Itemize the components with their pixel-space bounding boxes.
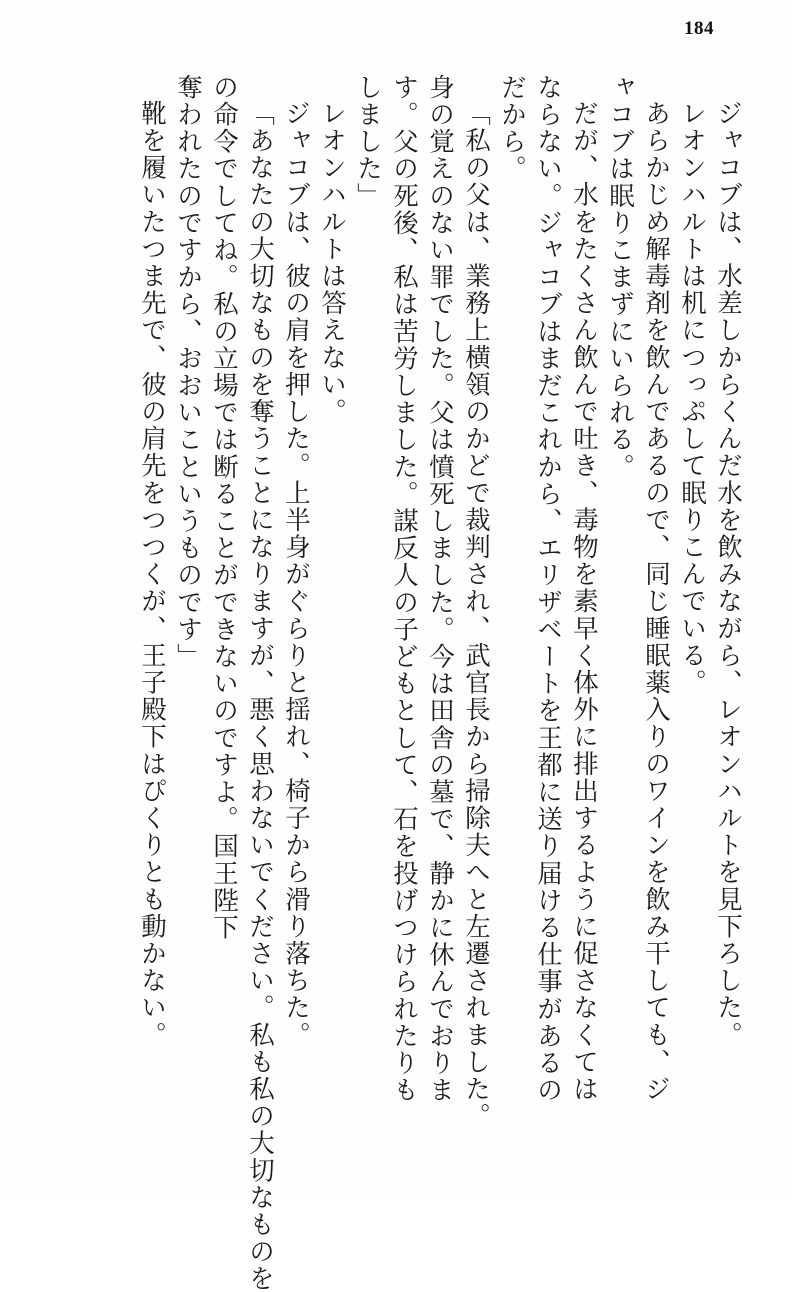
text-line: の命令でしてね。私の立場では断ることができないのですよ。国王陛下 [209, 74, 239, 942]
text-line: だが、水をたくさん飲んで吐き、毒物を素早く体外に排出するように促さなくては [569, 100, 599, 1103]
text-line: ジャコブは、彼の肩を押した。上半身がぐらりと揺れ、椅子から滑り落ちた。 [281, 100, 311, 1049]
body-text-columns [44, 74, 743, 1292]
page-number: 184 [684, 18, 714, 39]
text-line: ャコブは眠りこまずにいられる。 [605, 74, 635, 481]
text-line: 「私の父は、業務上横領のかどで裁判され、武官長から掃除夫へと左遷されました。 [461, 100, 491, 1130]
text-line: 靴を履いたつま先で、彼の肩先をつつくが、王子殿下はぴくりとも動かない。 [137, 100, 167, 1049]
text-line: 身の覚えのない罪でした。父は憤死しました。今は田舎の墓で、静かに休んでおりま [425, 74, 455, 1104]
text-line: あらかじめ解毒剤を飲んであるので、同じ睡眠薬入りのワインを飲み干しても、ジ [641, 100, 671, 1103]
text-line: 「あなたの大切なものを奪うことになりますが、悪く思わないでください。私も私の大切なものを [245, 100, 275, 1292]
text-line: レオンハルトは答えない。 [317, 100, 347, 426]
text-line: ならない。ジャコブはまだこれから、エリザベートを王都に送り届ける仕事があるの [533, 74, 563, 1104]
text-line: 奪われたのですから、おおいこというものです」 [173, 74, 203, 671]
text-line: レオンハルトは机につっぷして眠りこんでいる。 [677, 100, 707, 697]
text-line: す。父の死後、私は苦労しました。謀反人の子どもとして、石を投げつけられたりも [389, 74, 419, 1104]
text-line: ジャコブは、水差しからくんだ水を飲みながら、レオンハルトを見下ろした。 [713, 100, 743, 1049]
text-line: しました」 [353, 74, 383, 210]
text-line: だから。 [497, 74, 527, 183]
